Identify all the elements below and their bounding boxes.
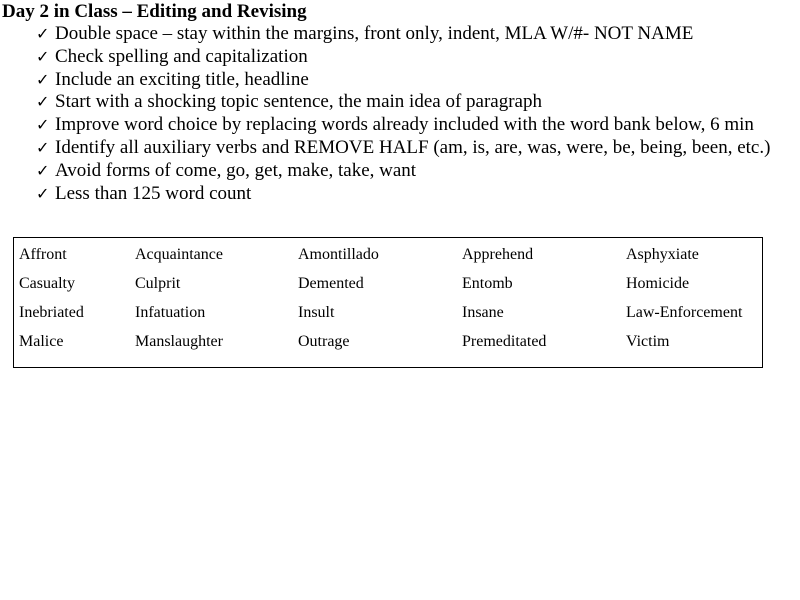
checklist-item-text: Identify all auxiliary verbs and REMOVE HALF (am, is, are, was, were, be, being, been, etc.) xyxy=(55,136,771,158)
check-mark-icon: ✓ xyxy=(36,92,50,112)
checklist-item-text: Less than 125 word count xyxy=(55,182,252,204)
word-bank-cell: Insult xyxy=(298,304,335,321)
word-bank-table xyxy=(13,237,763,368)
checklist-item xyxy=(36,23,770,46)
check-mark-icon: ✓ xyxy=(36,160,50,180)
word-bank-cell: Malice xyxy=(19,333,64,350)
checklist-item-text: Avoid forms of come, go, get, make, take, want xyxy=(55,159,417,181)
checklist-item xyxy=(36,69,770,92)
check-mark-icon: ✓ xyxy=(36,137,50,157)
check-mark-icon: ✓ xyxy=(36,115,50,135)
checklist-item-text: Double space – stay within the margins, front only, indent, MLA W/#- NOT NAME xyxy=(55,23,694,44)
word-bank-cell: Casualty xyxy=(19,275,75,292)
checklist-item xyxy=(36,137,770,160)
word-bank-cell: Amontillado xyxy=(298,246,379,263)
word-bank-cell: Homicide xyxy=(626,275,690,292)
checklist-item xyxy=(36,46,770,69)
word-bank-row xyxy=(14,245,762,265)
checklist-item xyxy=(36,91,770,114)
word-bank-cell: Inebriated xyxy=(19,304,84,321)
word-bank-cell: Infatuation xyxy=(135,304,206,321)
word-bank-cell: Asphyxiate xyxy=(626,246,699,263)
word-bank-cell: Affront xyxy=(19,246,67,263)
check-mark-icon: ✓ xyxy=(36,69,50,89)
word-bank-cell: Culprit xyxy=(135,275,181,292)
checklist-item-text: Check spelling and capitalization xyxy=(55,45,308,67)
word-bank-row xyxy=(14,332,762,352)
checklist-item-text: Improve word choice by replacing words already included with the word bank below, 6 min xyxy=(55,114,754,136)
checklist-item-text: Include an exciting title, headline xyxy=(55,68,309,90)
check-mark-icon: ✓ xyxy=(36,46,50,66)
checklist-item xyxy=(36,183,770,206)
checklist-item-text: Start with a shocking topic sentence, the main idea of paragraph xyxy=(55,91,542,113)
word-bank-cell: Apprehend xyxy=(462,246,534,263)
check-mark-icon: ✓ xyxy=(36,24,50,43)
word-bank-cell: Demented xyxy=(298,275,364,292)
page-title: Day 2 in Class – Editing and Revising xyxy=(2,1,307,22)
check-mark-icon: ✓ xyxy=(36,183,50,203)
word-bank-cell: Victim xyxy=(626,333,670,350)
revision-checklist xyxy=(36,23,770,205)
word-bank-row xyxy=(14,274,762,294)
checklist-item xyxy=(36,114,770,137)
checklist-item xyxy=(36,160,770,183)
word-bank-row xyxy=(14,303,762,323)
word-bank-cell: Insane xyxy=(462,304,504,321)
word-bank-cell: Outrage xyxy=(298,333,350,350)
word-bank-cell: Law-Enforcement xyxy=(626,304,743,321)
word-bank-cell: Entomb xyxy=(462,275,513,292)
word-bank-cell: Premeditated xyxy=(462,333,547,350)
word-bank-cell: Acquaintance xyxy=(135,246,223,263)
word-bank-cell: Manslaughter xyxy=(135,333,223,350)
